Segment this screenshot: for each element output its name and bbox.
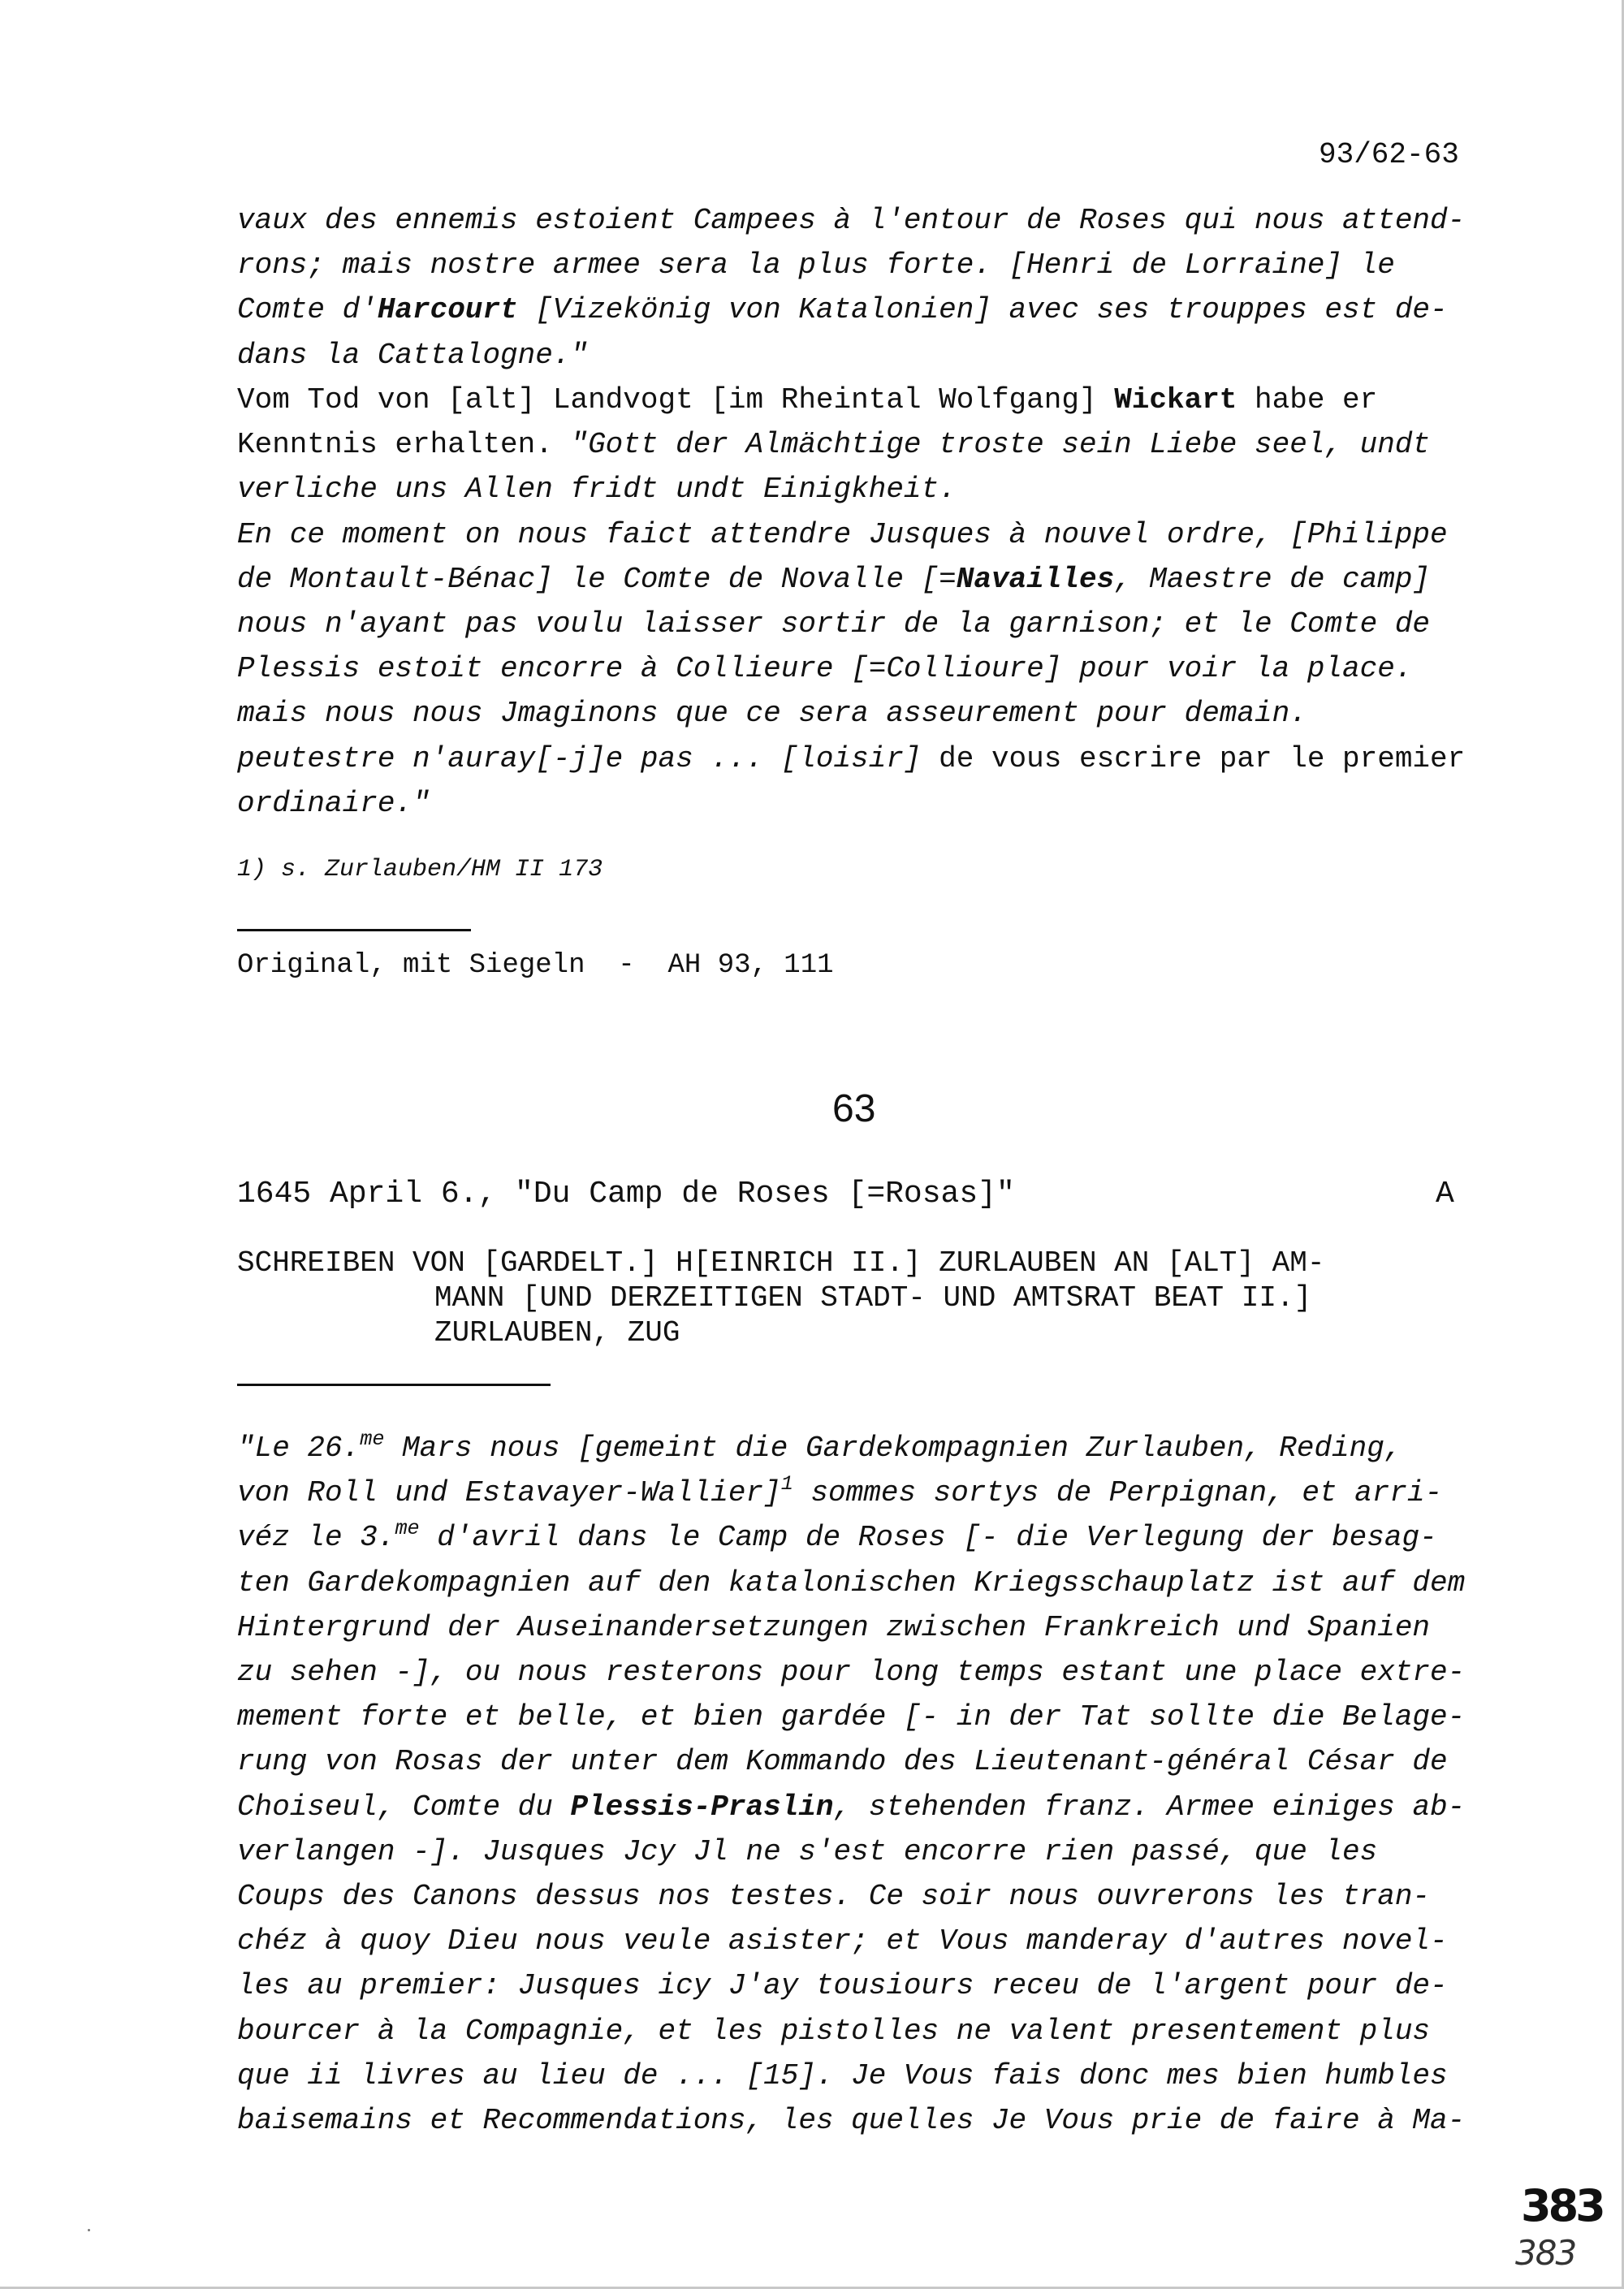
text-line: ordinaire." xyxy=(237,786,430,820)
text-run: peutestre n'auray[-j]e pas ... [loisir] xyxy=(237,741,939,775)
separator-rule xyxy=(237,929,471,931)
text-line: nous n'ayant pas voulu laisser sortir de la garnison; et le Comte de xyxy=(237,607,1431,641)
text-run: Vom Tod von [alt] Landvogt [im Rheintal Wolfgang] xyxy=(237,383,1115,417)
footnote: 1) s. Zurlauben/HM II 173 xyxy=(237,856,603,883)
text-run: Mars nous [gemeint die Gardekompagnien Zurlauben, Reding, xyxy=(384,1432,1402,1465)
heading-line: MANN [UND DERZEITIGEN STADT- UND AMTSRAT BEAT II.] xyxy=(434,1281,1312,1315)
text-line xyxy=(237,1785,1494,1829)
heading-line: SCHREIBEN VON [GARDELT.] H[EINRICH II.] ZURLAUBEN AN [ALT] AM- xyxy=(237,1246,1325,1280)
page-number-stamp: 383 xyxy=(1521,2180,1603,2231)
continued-letter-paragraph-1 xyxy=(237,198,1488,378)
text-line: les au premier: Jusques icy J'ay tousiours receu de l'argent pour de- xyxy=(237,1969,1448,2003)
text-line: que ii livres au lieu de ... [15]. Je Vous fais donc mes bien humbles xyxy=(237,2058,1448,2092)
text-run: von Roll und Estavayer-Wallier] xyxy=(237,1476,781,1510)
text-run: , stehenden franz. Armee einiges ab- xyxy=(833,1790,1466,1824)
text-line: chéz à quoy Dieu nous veule asister; et Vous manderay d'autres novel- xyxy=(237,1924,1448,1959)
page-number-handwritten: 383 xyxy=(1515,2233,1576,2273)
continued-letter-paragraph-2 xyxy=(237,378,1488,826)
text-line xyxy=(237,557,1488,602)
text-line: Coups des Canons dessus nos testes. Ce soir nous ouvrerons les tran- xyxy=(237,1880,1431,1914)
superscript: me xyxy=(395,1517,420,1541)
person-name-plessis-praslin: Plessis-Praslin xyxy=(570,1790,834,1824)
text-line: Plessis estoit encorre à Collieure [=Collioure] pour voir la place. xyxy=(237,652,1413,686)
text-line xyxy=(237,1426,1494,1471)
text-line: En ce moment on nous faict attendre Jusques à nouvel ordre, [Philippe xyxy=(237,517,1448,551)
text-run: [Vizekönig von Katalonien] avec ses trouppes est de- xyxy=(517,293,1448,327)
page-reference: 93/62-63 xyxy=(1319,138,1459,171)
superscript: me xyxy=(360,1427,385,1452)
text-line: rung von Rosas der unter dem Kommando des Lieutenant-général César de xyxy=(237,1745,1448,1779)
text-line: mement forte et belle, et bien gardée [- in der Tat sollte die Belage- xyxy=(237,1700,1466,1734)
text-run: , Maestre de camp] xyxy=(1114,562,1431,596)
person-name-harcourt: Harcourt xyxy=(377,293,518,327)
text-line xyxy=(237,378,1488,422)
text-run: Kenntnis erhalten. xyxy=(237,428,571,462)
text-line xyxy=(237,736,1488,781)
document-number: 63 xyxy=(832,1087,876,1130)
text-run: de vous escrire par le premier xyxy=(939,741,1466,775)
text-line: ten Gardekompagnien auf den katalonischen Kriegsschauplatz ist auf dem xyxy=(237,1566,1466,1600)
text-run: "Le 26. xyxy=(237,1432,361,1465)
separator-rule xyxy=(237,1384,551,1386)
text-run: d'avril dans le Camp de Roses [- die Verlegung der besag- xyxy=(419,1521,1437,1555)
text-line: verliche uns Allen fridt undt Einigkheit. xyxy=(237,473,957,507)
text-line: zu sehen -], ou nous resterons pour long temps estant une place extre- xyxy=(237,1656,1466,1690)
text-line: verlangen -]. Jusques Jcy Jl ne s'est encorre rien passé, que les xyxy=(237,1834,1378,1868)
text-line: bourcer à la Compagnie, et les pistolles ne valent presentement plus xyxy=(237,2014,1431,2048)
heading-line: ZURLAUBEN, ZUG xyxy=(434,1316,680,1350)
text-line: baisemains et Recommendations, les quelles Je Vous prie de faire à Ma- xyxy=(237,2104,1466,2138)
letter-body xyxy=(237,1426,1494,2143)
text-run: véz le 3. xyxy=(237,1521,395,1555)
person-name-navailles: Navailles xyxy=(956,562,1115,596)
text-run: habe er xyxy=(1237,383,1378,417)
text-line xyxy=(237,422,1488,467)
text-run: sommes sortys de Perpignan, et arri- xyxy=(793,1476,1443,1510)
text-line: Hintergrund der Auseinandersetzungen zwischen Frankreich und Spanien xyxy=(237,1610,1431,1644)
text-line: vaux des ennemis estoient Campees à l'entour de Roses qui nous attend- xyxy=(237,204,1466,237)
quote-run: "Gott der Almächtige troste sein Liebe seel, undt xyxy=(570,428,1431,462)
text-run: Choiseul, Comte du xyxy=(237,1790,571,1824)
document-classification: A xyxy=(1436,1177,1454,1211)
source-line: Original, mit Siegeln - AH 93, 111 xyxy=(237,950,834,981)
text-line: dans la Cattalogne." xyxy=(237,338,589,372)
footnote-marker: 1 xyxy=(780,1472,793,1496)
document-date-place: 1645 April 6., "Du Camp de Roses [=Rosas]" xyxy=(237,1177,1015,1211)
text-line xyxy=(237,1471,1494,1515)
document-heading xyxy=(237,1246,1324,1350)
text-line: rons; mais nostre armee sera la plus forte. [Henri de Lorraine] le xyxy=(237,248,1395,283)
text-run: de Montault-Bénac] le Comte de Novalle [= xyxy=(237,562,957,596)
scan-speck xyxy=(88,2229,90,2231)
person-name-wickart: Wickart xyxy=(1114,383,1237,417)
text-line xyxy=(237,1515,1494,1560)
text-line xyxy=(237,287,1488,332)
text-line: mais nous nous Jmaginons que ce sera asseurement pour demain. xyxy=(237,697,1307,731)
text-run: Comte d' xyxy=(237,293,378,327)
